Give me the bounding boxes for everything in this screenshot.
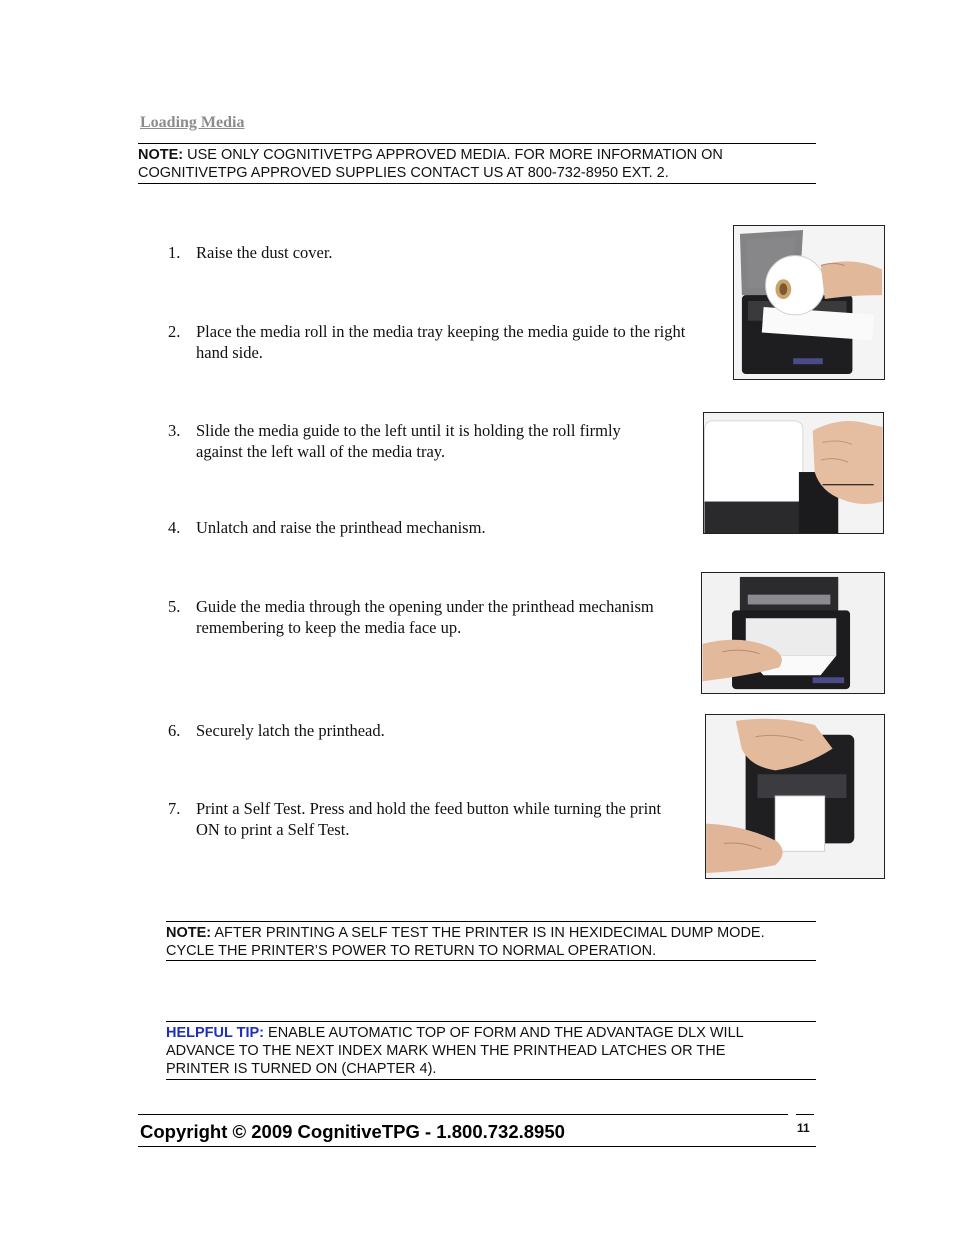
photo-printhead-open (701, 572, 885, 694)
photo-printhead-open-illustration (702, 573, 884, 693)
footer-copyright: Copyright © 2009 CognitiveTPG - 1.800.732.8950 (140, 1121, 565, 1142)
step-number: 2. (168, 322, 181, 341)
photo-media-roll-illustration (734, 226, 884, 379)
helpful-tip-label: HELPFUL TIP: (166, 1025, 265, 1041)
step-3 (168, 420, 666, 462)
section-title: Loading Media (140, 114, 245, 131)
step-number: 3. (168, 421, 181, 440)
note-box-bottom (166, 921, 816, 961)
step-text: Unlatch and raise the printhead mechanism. (196, 518, 486, 537)
step-text: Place the media roll in the media tray keeping the media guide to the right hand side. (196, 322, 686, 362)
helpful-tip-box (166, 1021, 816, 1080)
step-text: Slide the media guide to the left until it is holding the roll firmly against the left wall of the media tray. (196, 421, 621, 461)
step-text: Raise the dust cover. (196, 243, 333, 262)
note-label: NOTE: (138, 147, 184, 163)
footer-rule-top-page (796, 1114, 814, 1115)
step-number: 1. (168, 243, 181, 262)
photo-latch-printhead (705, 714, 885, 879)
step-6 (168, 720, 686, 741)
footer-rule-top (138, 1114, 788, 1115)
step-number: 5. (168, 597, 181, 616)
step-5 (168, 596, 666, 638)
note-line-1: AFTER PRINTING A SELF TEST THE PRINTER IS IN HEXIDECIMAL DUMP MODE. (211, 925, 765, 941)
tip-line-2: ADVANCE TO THE NEXT INDEX MARK WHEN THE PRINTHEAD LATCHES OR THE (166, 1043, 726, 1059)
step-2 (168, 321, 686, 363)
note-line-1: USE ONLY COGNITIVETPG APPROVED MEDIA. FOR MORE INFORMATION ON (183, 147, 723, 163)
footer-rule-bottom (138, 1146, 816, 1147)
note-line-2: CYCLE THE PRINTER’S POWER TO RETURN TO NORMAL OPERATION. (166, 943, 657, 959)
tip-line-3: PRINTER IS TURNED ON (CHAPTER 4). (166, 1061, 437, 1077)
page-number: 11 (797, 1121, 810, 1135)
photo-media-guide-illustration (704, 413, 883, 533)
note-label: NOTE: (166, 925, 212, 941)
step-7 (168, 798, 676, 840)
photo-media-guide (703, 412, 884, 534)
step-number: 4. (168, 518, 181, 537)
step-1 (168, 242, 686, 263)
photo-latch-printhead-illustration (706, 715, 884, 878)
step-4 (168, 517, 686, 538)
step-number: 6. (168, 721, 181, 740)
step-text: Guide the media through the opening under the printhead mechanism remembering to keep the media face up. (196, 597, 654, 637)
note-line-2: COGNITIVETPG APPROVED SUPPLIES CONTACT US AT 800-732-8950 EXT. 2. (138, 165, 669, 181)
note-box-top (138, 143, 816, 184)
tip-line-1: ENABLE AUTOMATIC TOP OF FORM AND THE ADVANTAGE DLX WILL (264, 1025, 744, 1041)
photo-media-roll (733, 225, 885, 380)
step-number: 7. (168, 799, 181, 818)
step-text: Securely latch the printhead. (196, 721, 385, 740)
step-text: Print a Self Test. Press and hold the feed button while turning the print ON to print a Self Test. (196, 799, 662, 839)
